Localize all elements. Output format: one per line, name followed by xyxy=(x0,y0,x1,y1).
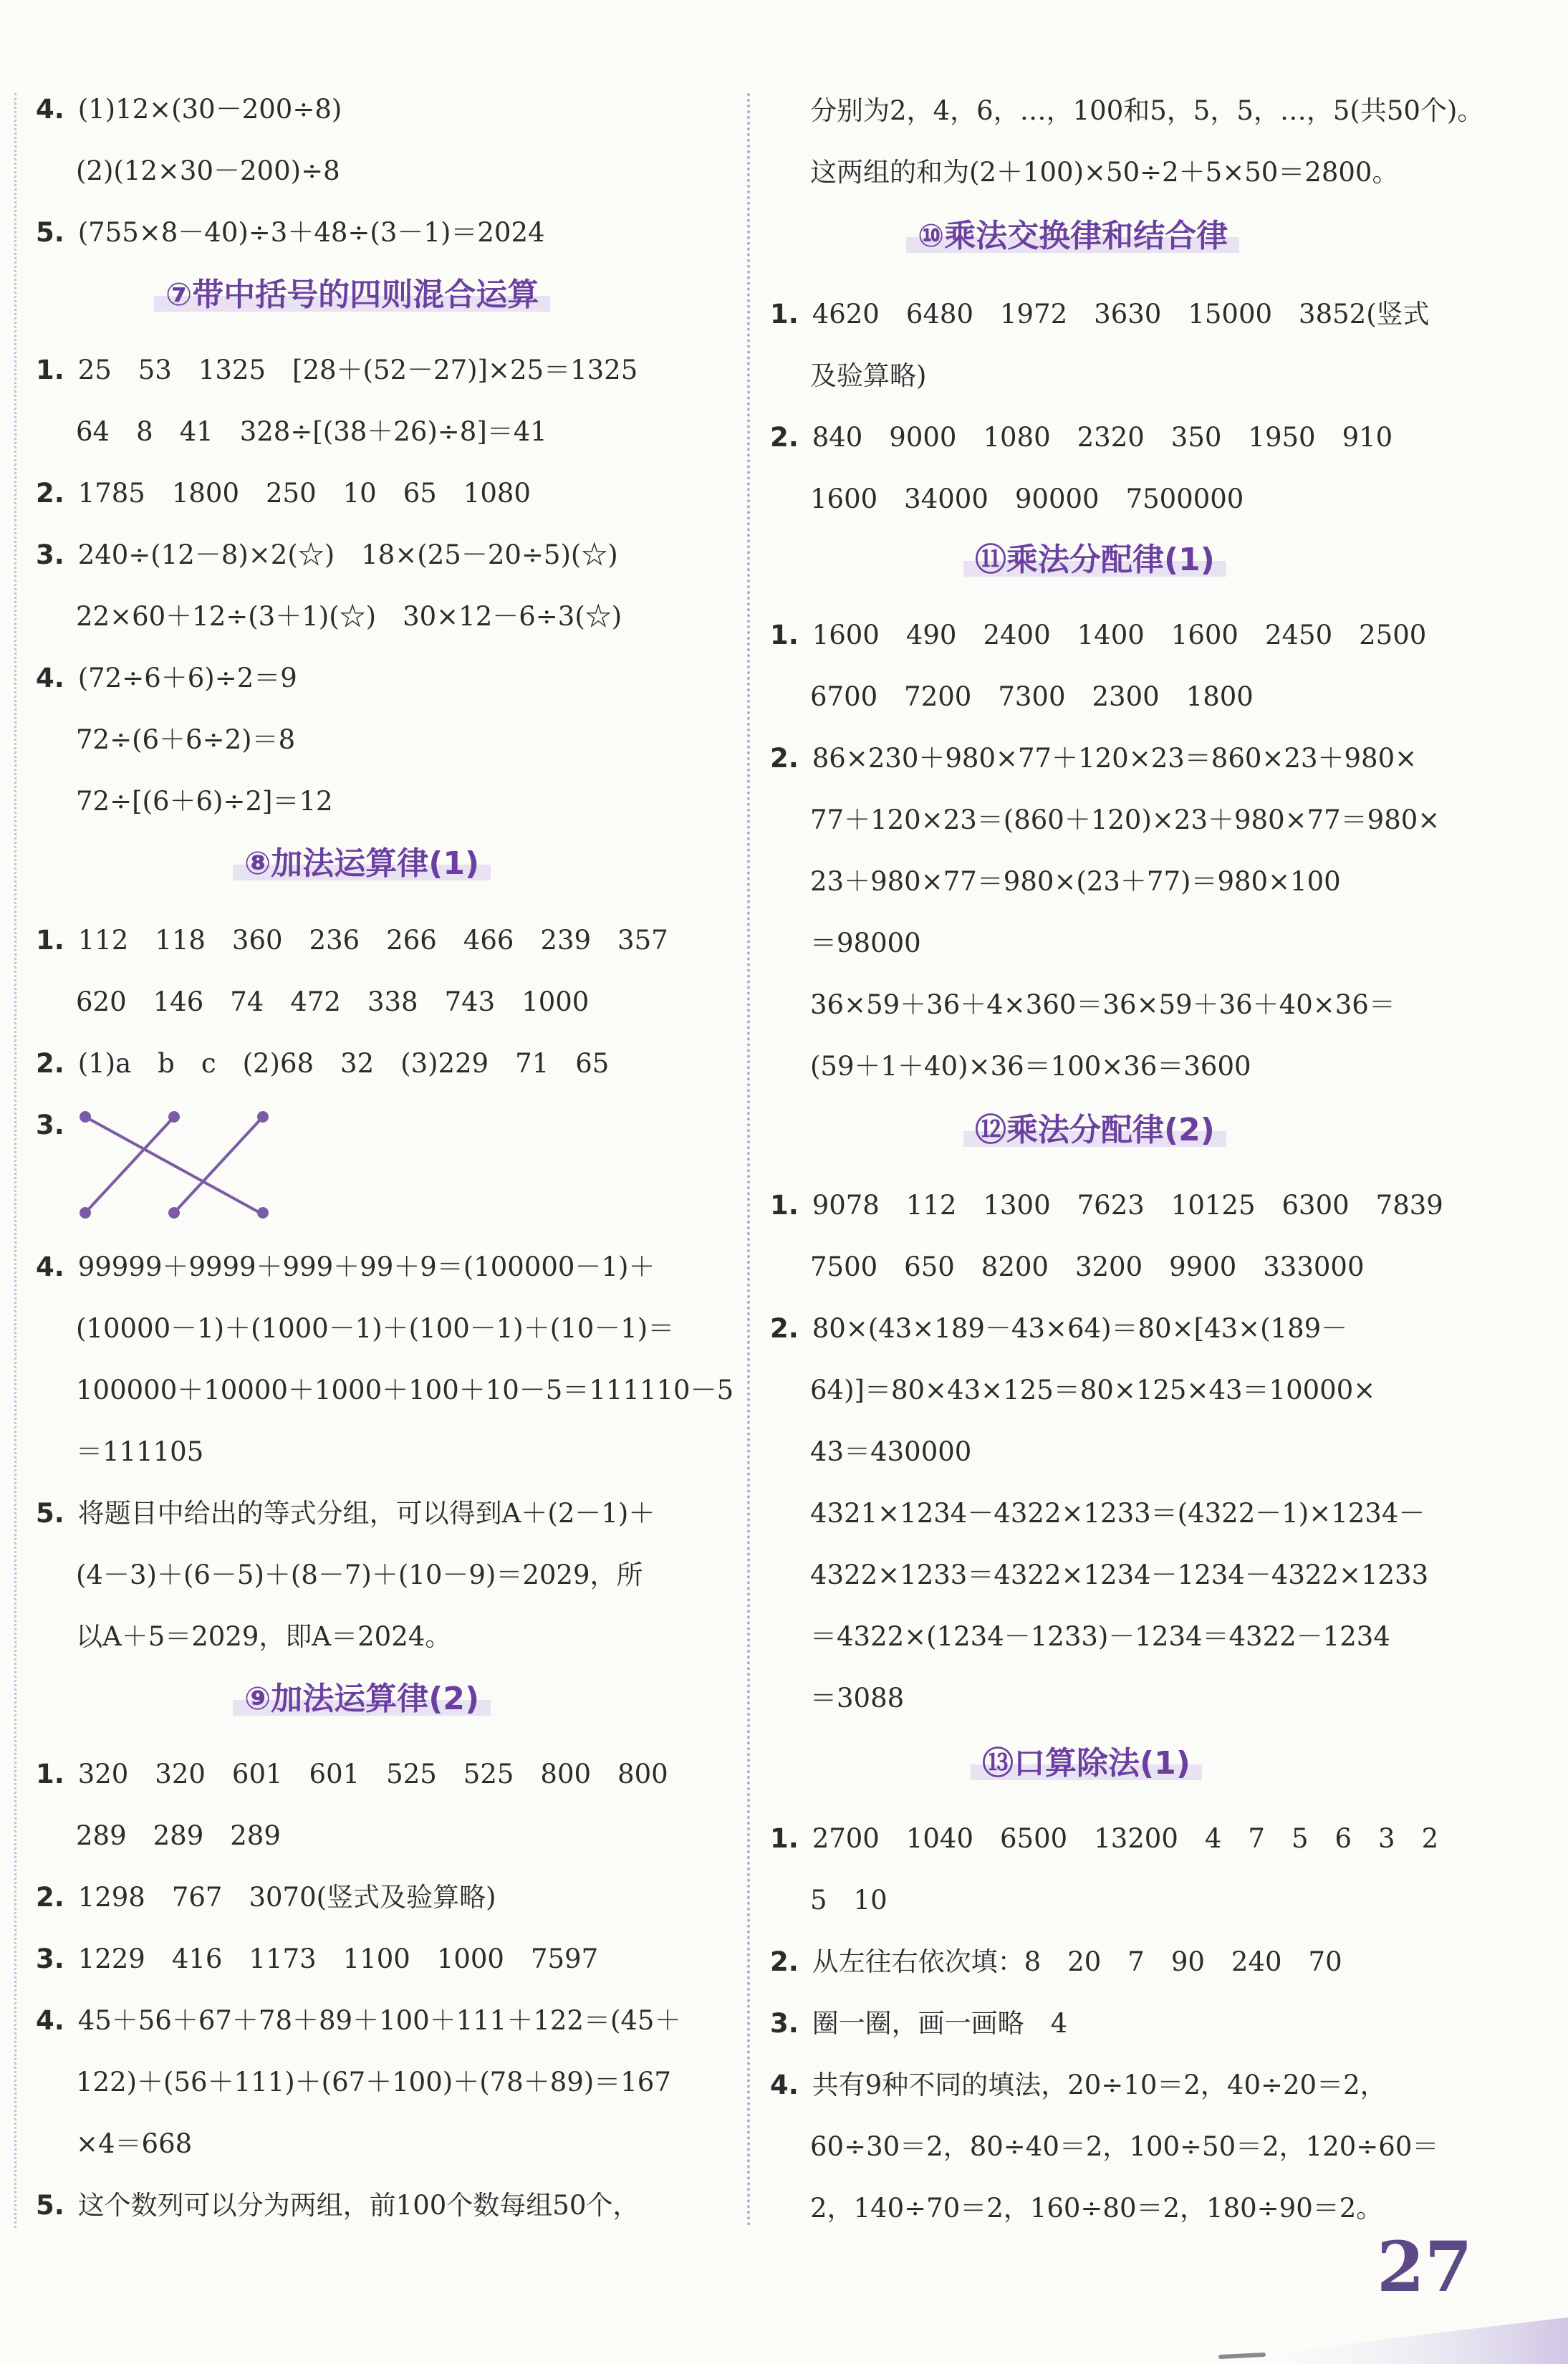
match-dot xyxy=(80,1111,91,1123)
answer-line xyxy=(36,1249,655,1285)
answer-line xyxy=(36,1880,496,1916)
answer-line: 60÷30＝2，80÷40＝2，100÷50＝2，120÷60＝ xyxy=(810,2131,1439,2162)
question-number: 2. xyxy=(770,422,808,453)
question-number: 4. xyxy=(36,2005,74,2036)
match-dot xyxy=(257,1111,269,1123)
corner-swoosh xyxy=(1224,2317,1568,2364)
question-number: 2. xyxy=(36,1048,74,1079)
answer-line: 5 10 xyxy=(810,1885,888,1916)
left-margin-dotted-rule xyxy=(14,93,16,2228)
answer-text: 240÷(12－8)×2(☆) 18×(25－20÷5)(☆) xyxy=(77,539,618,570)
answer-text: 将题目中给出的等式分组，可以得到A＋(2－1)＋ xyxy=(77,1498,655,1529)
answer-line: ＝3088 xyxy=(810,1683,905,1714)
answer-text: (1)a b c (2)68 32 (3)229 71 65 xyxy=(77,1048,610,1079)
answer-line: 77＋120×23＝(860＋120)×23＋980×77＝980× xyxy=(810,804,1440,835)
answer-text: (72÷6＋6)÷2＝9 xyxy=(77,663,297,693)
answer-line: 64 8 41 328÷[(38＋26)÷8]＝41 xyxy=(76,416,547,447)
answer-line: 122)＋(56＋111)＋(67＋100)＋(78＋89)＝167 xyxy=(76,2067,671,2098)
answer-line: ×4＝668 xyxy=(76,2128,193,2159)
answer-text: 1229 416 1173 1100 1000 7597 xyxy=(77,1943,599,1974)
answer-line xyxy=(36,352,638,388)
page-number: 27 xyxy=(1377,2226,1473,2307)
answer-line: (4－3)＋(6－5)＋(8－7)＋(10－9)＝2029，所 xyxy=(76,1560,643,1590)
answer-line xyxy=(770,1821,1438,1857)
answer-line xyxy=(770,2067,1387,2103)
answer-line: 分别为2，4，6，…，100和5，5，5，…，5(共50个)。 xyxy=(810,95,1484,126)
answer-line xyxy=(770,1944,1342,1980)
answer-text: 1600 490 2400 1400 1600 2450 2500 xyxy=(812,620,1427,650)
answer-line xyxy=(770,297,1430,332)
answer-line: 4321×1234－4322×1233＝(4322－1)×1234－ xyxy=(810,1498,1425,1529)
answer-line xyxy=(36,2188,639,2224)
answer-text: 45＋56＋67＋78＋89＋100＋111＋122＝(45＋ xyxy=(77,2005,681,2036)
answer-line: ＝111105 xyxy=(76,1436,204,1467)
answer-text: 这个数列可以分为两组，前100个数每组50个， xyxy=(77,2190,640,2221)
question-number: 3. xyxy=(770,2008,808,2039)
answer-line: 22×60＋12÷(3＋1)(☆) 30×12－6÷3(☆) xyxy=(76,601,622,632)
answer-line: 7500 650 8200 3200 9900 333000 xyxy=(810,1251,1365,1282)
answer-text: 2700 1040 6500 13200 4 7 5 6 3 2 xyxy=(812,1823,1439,1854)
answer-line: 36×59＋36＋4×360＝36×59＋36＋40×36＝ xyxy=(810,989,1395,1020)
answer-line: 23＋980×77＝980×(23＋77)＝980×100 xyxy=(810,866,1341,897)
question-number: 3. xyxy=(36,1943,74,1974)
answer-line: 1600 34000 90000 7500000 xyxy=(810,484,1244,514)
question-number: 3. xyxy=(36,539,74,570)
answer-text: 9078 112 1300 7623 10125 6300 7839 xyxy=(812,1190,1443,1221)
answer-text: 320 320 601 601 525 525 800 800 xyxy=(77,1759,668,1789)
connecting-line xyxy=(174,1117,263,1213)
section-heading-12: ⑫乘法分配律(2) xyxy=(963,1109,1226,1152)
answer-line: ＝4322×(1234－1233)－1234＝4322－1234 xyxy=(810,1621,1390,1652)
question-number: 2. xyxy=(36,478,74,509)
answer-text: 4620 6480 1972 3630 15000 3852(竖式 xyxy=(812,299,1430,330)
connecting-line xyxy=(85,1117,174,1213)
answer-line xyxy=(36,537,618,573)
answer-line xyxy=(36,215,545,251)
question-number: 4. xyxy=(770,2070,808,2100)
answer-line xyxy=(770,1188,1443,1224)
answer-line xyxy=(36,660,297,696)
question-number: 4. xyxy=(36,94,74,125)
answer-line xyxy=(770,741,1417,777)
answer-text: (755×8－40)÷3＋48÷(3－1)＝2024 xyxy=(77,217,545,248)
question-number: 1. xyxy=(770,299,808,330)
pencil-icon xyxy=(1221,2355,1264,2357)
answer-text: 圈一圈，画一画略 4 xyxy=(812,2008,1068,2039)
answer-text: 112 118 360 236 266 466 239 357 xyxy=(77,925,668,956)
answer-line xyxy=(770,1311,1347,1347)
answer-line xyxy=(36,476,531,511)
answer-line: 72÷[(6＋6)÷2]＝12 xyxy=(76,786,333,817)
question-number: 1. xyxy=(770,620,808,650)
answer-text: 共有9种不同的填法，20÷10＝2，40÷20＝2， xyxy=(812,2070,1387,2100)
answer-line: (59＋1＋40)×36＝100×36＝3600 xyxy=(810,1051,1251,1082)
section-heading-7: ⑦带中括号的四则混合运算 xyxy=(154,274,550,317)
answer-text: 80×(43×189－43×64)＝80×[43×(189－ xyxy=(812,1313,1348,1344)
question-number: 4. xyxy=(36,663,74,693)
answer-text: 从左往右依次填：8 20 7 90 240 70 xyxy=(812,1946,1342,1977)
question-number: 3. xyxy=(36,1110,64,1140)
answer-line: ＝98000 xyxy=(810,928,921,958)
question-number: 5. xyxy=(36,1498,74,1529)
answer-line xyxy=(36,1107,69,1143)
answer-text: (1)12×(30－200÷8) xyxy=(77,94,342,125)
match-dot xyxy=(80,1207,91,1219)
matching-lines-diagram xyxy=(75,1107,312,1229)
question-number: 1. xyxy=(36,355,74,385)
answer-text: 1298 767 3070(竖式及验算略) xyxy=(77,1882,496,1913)
answer-line: 4322×1233＝4322×1234－1234－4322×1233 xyxy=(810,1560,1429,1590)
question-number: 2. xyxy=(770,743,808,774)
question-number: 2. xyxy=(36,1882,74,1913)
answer-line: 289 289 289 xyxy=(76,1820,281,1851)
section-heading-9: ⑨加法运算律(2) xyxy=(233,1678,491,1721)
answer-line xyxy=(36,923,668,958)
answer-line: 620 146 74 472 338 743 1000 xyxy=(76,986,590,1017)
answer-text: 99999＋9999＋999＋99＋9＝(100000－1)＋ xyxy=(77,1251,655,1282)
question-number: 5. xyxy=(36,217,74,248)
answer-line: 2，140÷70＝2，160÷80＝2，180÷90＝2。 xyxy=(810,2193,1383,2224)
answer-line xyxy=(770,2006,1067,2042)
answer-text: 86×230＋980×77＋120×23＝860×23＋980× xyxy=(812,743,1418,774)
answer-line: 100000＋10000＋1000＋100＋10－5＝111110－5 xyxy=(76,1375,734,1406)
answer-line: 及验算略) xyxy=(810,360,927,391)
section-heading-10: ⑩乘法交换律和结合律 xyxy=(906,215,1239,258)
question-number: 2. xyxy=(770,1946,808,1977)
answer-line: 6700 7200 7300 2300 1800 xyxy=(810,681,1254,712)
match-dot xyxy=(257,1207,269,1219)
answer-line xyxy=(36,1046,609,1082)
answer-line: 这两组的和为(2＋100)×50÷2＋5×50＝2800。 xyxy=(810,157,1399,188)
answer-line: 64)]＝80×43×125＝80×125×43＝10000× xyxy=(810,1375,1376,1406)
answer-text: 1785 1800 250 10 65 1080 xyxy=(77,478,531,509)
question-number: 1. xyxy=(770,1823,808,1854)
answer-line xyxy=(36,2003,680,2039)
answer-line xyxy=(770,420,1393,456)
answer-line xyxy=(770,618,1426,653)
answer-line: 43＝430000 xyxy=(810,1436,972,1467)
section-heading-13: ⑬口算除法(1) xyxy=(971,1742,1202,1785)
answer-line xyxy=(36,1757,668,1792)
question-number: 4. xyxy=(36,1251,74,1282)
answer-line xyxy=(36,1941,598,1977)
question-number: 1. xyxy=(36,1759,74,1789)
question-number: 5. xyxy=(36,2190,74,2221)
column-divider xyxy=(747,93,750,2228)
match-dot xyxy=(168,1207,180,1219)
answer-line xyxy=(36,1496,655,1532)
section-heading-8: ⑧加法运算律(1) xyxy=(233,842,491,885)
answer-line: (10000－1)＋(1000－1)＋(100－1)＋(10－1)＝ xyxy=(76,1313,675,1344)
match-dot xyxy=(168,1111,180,1123)
answer-line: (2)(12×30－200)÷8 xyxy=(76,155,340,186)
question-number: 1. xyxy=(36,925,74,956)
connecting-line xyxy=(85,1117,260,1213)
answer-line: 以A＋5＝2029，即A＝2024。 xyxy=(76,1621,452,1652)
answer-line xyxy=(36,92,342,128)
section-heading-11: ⑪乘法分配律(1) xyxy=(963,539,1226,582)
question-number: 1. xyxy=(770,1190,808,1221)
answer-line: 72÷(6＋6÷2)＝8 xyxy=(76,724,296,755)
answer-text: 840 9000 1080 2320 350 1950 910 xyxy=(812,422,1393,453)
answer-text: 25 53 1325 [28＋(52－27)]×25＝1325 xyxy=(77,355,638,385)
question-number: 2. xyxy=(770,1313,808,1344)
